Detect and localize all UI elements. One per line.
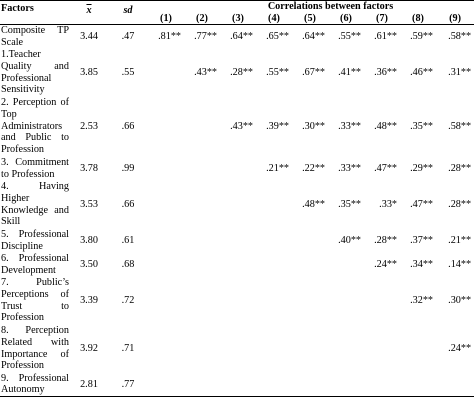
corr-cell [184, 229, 220, 253]
corr-cell [292, 325, 328, 373]
corr-cell: .65** [266, 31, 289, 43]
mean-cell: 3.80 [80, 235, 98, 247]
corr-cell [328, 373, 364, 397]
mean-cell: 3.39 [80, 295, 98, 307]
table-row [0, 181, 474, 229]
corr-cell: .30** [302, 121, 325, 133]
mean-symbol: $\overline{x}$ [86, 5, 92, 16]
corr-cell [292, 277, 328, 325]
corr-cell: .28** [448, 199, 472, 211]
corr-cell [148, 229, 184, 253]
corr-cell [220, 373, 256, 397]
corr-cell [148, 181, 184, 229]
corr-cell: .21** [266, 163, 289, 175]
corr-cell [328, 325, 364, 373]
corr-cell [292, 253, 328, 277]
sd-cell: .66 [121, 121, 135, 133]
corr-cell: .33** [338, 163, 361, 175]
sd-cell: .61 [121, 235, 135, 247]
table-row [0, 373, 474, 397]
corr-cell: .41** [338, 67, 361, 79]
table-row [0, 25, 474, 49]
corr-cell [400, 325, 436, 373]
table-row [0, 97, 474, 157]
corr-cell: .14** [448, 259, 472, 271]
sd-symbol: sd [123, 5, 133, 16]
corr-cell [148, 97, 184, 157]
col-header-9: (9) [449, 12, 461, 24]
corr-cell: .35** [338, 199, 361, 211]
corr-cell [364, 325, 400, 373]
corr-cell [436, 373, 474, 397]
table-row [0, 277, 474, 325]
sd-cell: .66 [121, 199, 135, 211]
corr-cell: .67** [302, 67, 325, 79]
corr-cell: .33* [379, 199, 397, 211]
mean-cell: 3.92 [80, 343, 98, 355]
mean-cell: 3.78 [80, 163, 98, 175]
table-row [0, 229, 474, 253]
corr-cell [148, 325, 184, 373]
col-header-1: (1) [160, 12, 172, 24]
corr-cell: .46** [410, 67, 433, 79]
corr-cell [184, 325, 220, 373]
table-row [0, 253, 474, 277]
table-row [0, 49, 474, 97]
factor-cell: 7. Public’s Perceptions of Trust to Profession [1, 277, 69, 324]
corr-cell [256, 181, 292, 229]
sd-cell: .55 [121, 67, 135, 79]
corr-cell [220, 181, 256, 229]
mean-cell: 3.85 [80, 67, 98, 79]
mean-cell: 2.53 [80, 121, 98, 133]
corr-cell [220, 277, 256, 325]
corr-cell [400, 373, 436, 397]
sd-cell: .72 [121, 295, 135, 307]
corr-cell [184, 157, 220, 181]
col-header-4: (4) [268, 12, 280, 24]
corr-cell: .24** [448, 343, 472, 355]
corr-cell: .29** [410, 163, 433, 175]
col-header-2: (2) [196, 12, 208, 24]
corr-cell: .47** [374, 163, 397, 175]
corr-cell: .77** [194, 31, 217, 43]
factor-cell: 5. Professional Discipline [1, 228, 69, 252]
col-header-8: (8) [412, 12, 424, 24]
factors-header: Factors [1, 3, 34, 14]
correlations-header: Correlations between factors [267, 1, 394, 13]
corr-cell: .39** [266, 121, 289, 133]
corr-cell [256, 373, 292, 397]
corr-cell: .32** [410, 295, 433, 307]
corr-cell [220, 157, 256, 181]
sd-cell: .68 [121, 259, 135, 271]
corr-cell: .33** [338, 121, 361, 133]
corr-cell [256, 229, 292, 253]
corr-cell: .48** [302, 199, 325, 211]
corr-cell [220, 325, 256, 373]
sd-cell: .47 [121, 31, 135, 43]
factor-cell: 1.Teacher Quality and Professional Sensitivity [1, 49, 69, 96]
factor-cell: 2. Perception of Top Administrators and Public to Profession [1, 97, 69, 156]
corr-cell: .34** [410, 259, 433, 271]
corr-cell [328, 253, 364, 277]
mean-cell: 3.50 [80, 259, 98, 271]
table-row [0, 157, 474, 181]
corr-cell [184, 373, 220, 397]
corr-cell [220, 229, 256, 253]
corr-cell: .40** [338, 235, 361, 247]
sd-cell: .71 [121, 343, 135, 355]
corr-cell: .28** [448, 163, 472, 175]
corr-cell [328, 277, 364, 325]
corr-cell: .61** [374, 31, 397, 43]
corr-cell: .58** [448, 31, 472, 43]
mean-header [70, 1, 108, 25]
factor-cell: Composite TP Scale [1, 25, 69, 48]
corr-cell: .22** [302, 163, 325, 175]
corr-cell [184, 181, 220, 229]
corr-cell: .55** [338, 31, 361, 43]
corr-cell [148, 253, 184, 277]
corr-cell: .58** [448, 121, 472, 133]
sd-header [108, 1, 148, 25]
corr-cell: .31** [448, 67, 472, 79]
mean-cell: 3.44 [80, 31, 98, 43]
corr-cell: .28** [230, 67, 253, 79]
col-header-6: (6) [340, 12, 352, 24]
corr-cell [256, 253, 292, 277]
col-header-7: (7) [376, 12, 388, 24]
corr-cell: .30** [448, 295, 472, 307]
sd-cell: .77 [121, 378, 135, 390]
corr-cell: .64** [302, 31, 325, 43]
corr-cell [148, 157, 184, 181]
corr-cell: .35** [410, 121, 433, 133]
corr-cell: .64** [230, 31, 253, 43]
corr-cell [256, 277, 292, 325]
corr-cell: .48** [374, 121, 397, 133]
factor-cell: 8. Perception Related with Importance of Profession [1, 325, 69, 372]
corr-cell: .28** [374, 235, 397, 247]
corr-cell [292, 229, 328, 253]
corr-cell [364, 277, 400, 325]
col-header-3: (3) [232, 12, 244, 24]
corr-cell [256, 325, 292, 373]
sd-cell: .99 [121, 163, 135, 175]
corr-cell [364, 373, 400, 397]
col-header-5: (5) [304, 12, 316, 24]
corr-cell [148, 277, 184, 325]
corr-cell [184, 97, 220, 157]
corr-cell: .59** [410, 31, 433, 43]
table-body [0, 25, 474, 397]
corr-cell [220, 253, 256, 277]
factor-cell: 4. Having Higher Knowledge and Skill [1, 181, 69, 228]
corr-cell: .55** [266, 67, 289, 79]
mean-cell: 3.53 [80, 199, 98, 211]
factor-cell: 6. Professional Development [1, 252, 69, 276]
factor-cell: 3. Commitment to Profession [1, 156, 69, 180]
corr-cell: .81** [158, 31, 181, 43]
corr-cell [292, 373, 328, 397]
factor-cell: 9. Professional Autonomy [1, 372, 69, 396]
corr-cell [184, 253, 220, 277]
corr-cell: .43** [230, 121, 253, 133]
table-row [0, 325, 474, 373]
corr-cell [184, 277, 220, 325]
corr-cell: .37** [410, 235, 433, 247]
corr-cell [148, 373, 184, 397]
corr-cell: .21** [448, 235, 472, 247]
corr-cell: .47** [410, 199, 433, 211]
corr-cell: .36** [374, 67, 397, 79]
corr-cell: .43** [194, 67, 217, 79]
mean-cell: 2.81 [80, 378, 98, 390]
corr-cell [148, 49, 184, 97]
corr-cell: .24** [374, 259, 397, 271]
